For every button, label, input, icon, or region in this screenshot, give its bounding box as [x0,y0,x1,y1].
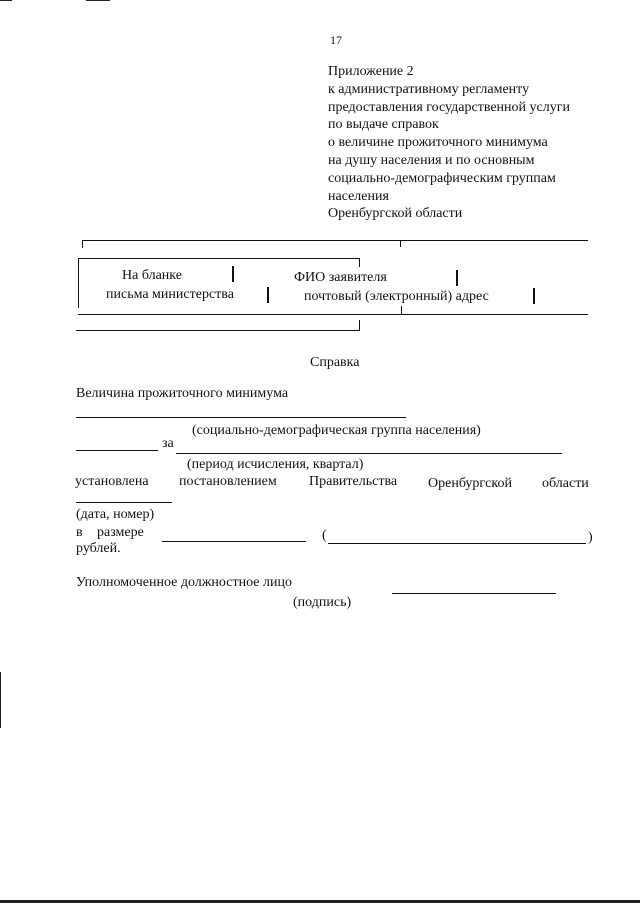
header-box-left-tick [82,240,83,248]
open-paren: ( [322,528,327,543]
header-box-top-line [82,240,588,241]
letterhead-label-2: письма министерства [106,287,234,302]
header-box-inner-top-line [78,258,360,259]
signature-label: Уполномоченное должностное лицо [76,575,292,590]
applicant-address-label: почтовый (электронный) адрес [304,289,489,304]
appendix-line: Оренбургской области [328,206,463,222]
appendix-line: к административному регламенту [328,81,530,97]
header-box-middle-line [78,314,588,315]
appendix-line: предоставления государственной услуги [328,99,570,115]
header-box-mid-bottom-tick [401,306,402,314]
appendix-line: населения [328,188,389,204]
close-paren: ) [588,530,593,545]
date-fill-line [76,502,172,503]
signature-fill-line [392,593,556,594]
established-word-5: области [542,476,589,491]
appendix-line: по выдаче справок [328,117,439,133]
body-line-1: Величина прожиточного минимума [76,386,289,401]
header-box-mid-tick [400,240,401,247]
amount-words-fill-line [328,543,586,544]
established-word-1: установлена [75,474,149,489]
rubles-word: рублей. [76,541,121,556]
established-word-2: постановлением [179,474,277,489]
scan-edge-bottom [0,900,640,903]
scan-edge-top-2 [86,0,110,1]
established-word-4: Оренбургской [428,476,512,491]
za-fill-line-left [76,450,158,451]
appendix-line: о величине прожиточного минимума [328,135,548,151]
header-box-bottom-line [76,330,360,331]
period-fill-line [176,453,562,454]
appendix-line: на душу населения и по основным [328,152,535,168]
header-box-inner-right-tick [359,258,360,267]
separator-bar [533,288,535,304]
established-word-3: Правительства [309,474,398,489]
separator-bar [267,287,269,303]
scan-edge-top [0,0,12,1]
group-caption: (социально-демографическая группа населения) [192,423,481,438]
date-caption: (дата, номер) [76,507,155,522]
applicant-name-label: ФИО заявителя [294,270,387,285]
page-number: 17 [330,33,342,47]
scan-edge-left [0,672,1,728]
appendix-line: социально-демографическим группам [328,170,556,186]
header-box-bottom-right-tick [359,320,360,331]
letterhead-label-1: На бланке [122,268,182,283]
group-fill-line [76,417,406,418]
separator-bar [456,270,458,286]
za-word: за [162,436,174,451]
separator-bar [232,266,234,282]
in-word: в [76,525,83,540]
amount-fill-line [162,541,306,542]
document-title: Справка [310,355,360,370]
amount-word: размере [97,525,144,540]
appendix-line: Приложение 2 [328,64,414,79]
appendix-block [328,63,570,223]
header-box-left-side [78,258,79,308]
period-caption: (период исчисления, квартал) [187,457,364,472]
signature-caption: (подпись) [293,595,352,610]
